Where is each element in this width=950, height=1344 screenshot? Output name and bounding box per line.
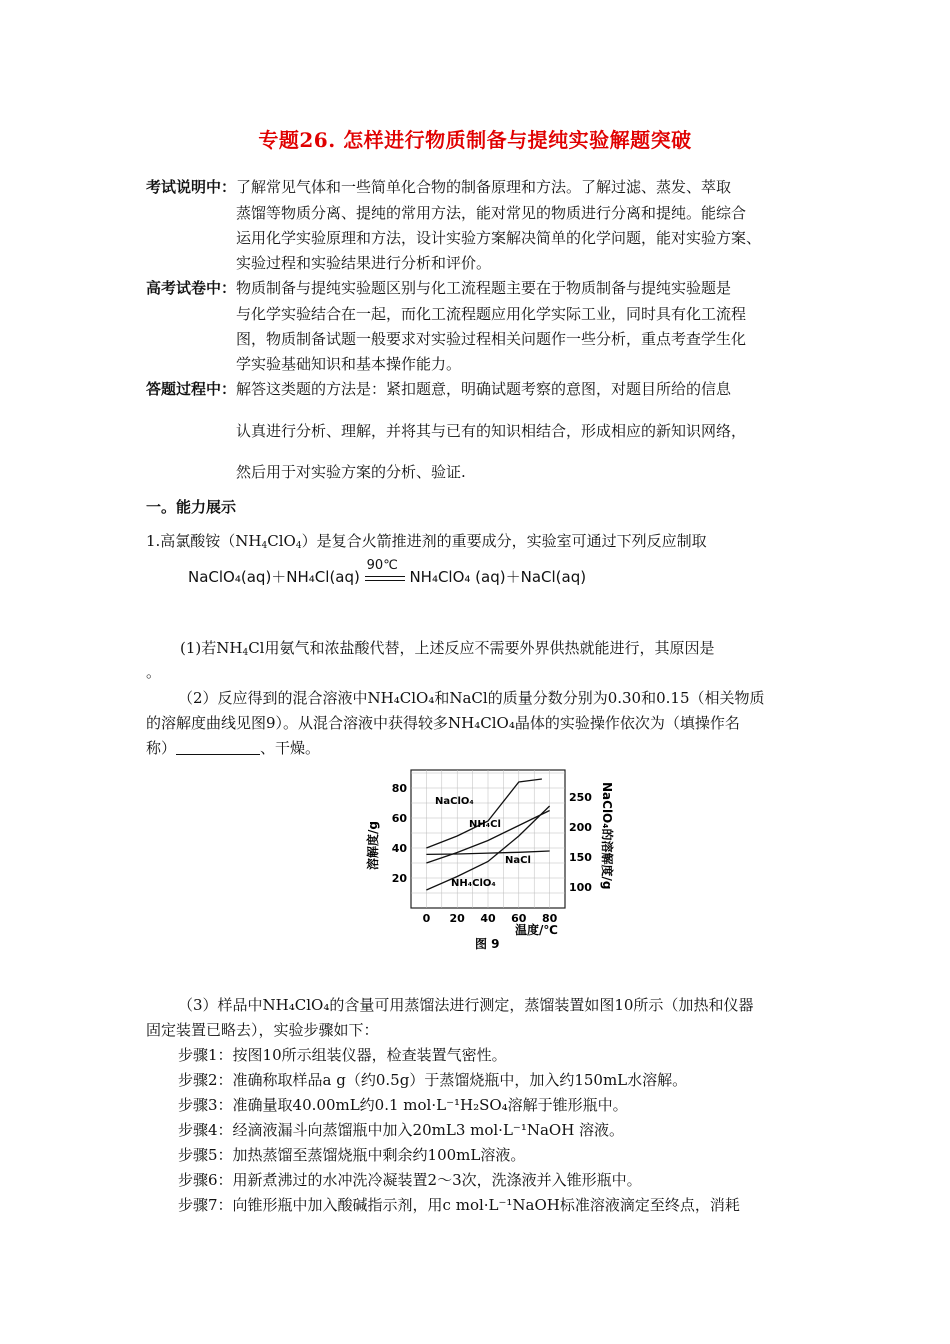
series-label-3: NH₄ClO₄: [451, 878, 496, 889]
exam-desc-line-2: 蒸馏等物质分离、提纯的常用方法，能对常见的物质进行分离和提纯。能综合: [236, 204, 747, 222]
y-left-axis-label: 溶解度/g: [366, 821, 380, 870]
step-5: 步骤5：加热蒸馏至蒸馏烧瓶中剩余约100mL溶液。: [178, 1146, 526, 1164]
exam-desc-line-3: 运用化学实验原理和方法，设计实验方案解决简单的化学问题，能对实验方案、: [236, 229, 762, 247]
part-1-text: (1)若$NH_4Cl$用氨气和浓盐酸代替，上述反应不需要外界供热就能进行，其原因是: [180, 639, 715, 658]
step-6: 步骤6：用新煮沸过的水冲洗冷凝装置2～3次，洗涤液并入锥形瓶中。: [178, 1171, 642, 1189]
answer-line-2: 认真进行分析、理解，并将其与已有的知识相结合，形成相应的新知识网络，: [236, 422, 747, 440]
x-tick-label: 20: [449, 912, 465, 925]
step-7: 步骤7：向锥形瓶中加入酸碱指示剂，用c mol·L⁻¹NaOH标准溶液滴定至终点，消耗: [178, 1196, 740, 1214]
equation-reactants: NaClO₄(aq)＋NH₄Cl(aq): [188, 568, 360, 586]
y-left-tick-label: 20: [391, 872, 407, 885]
step-1: 步骤1：按图10所示组装仪器，检查装置气密性。: [178, 1046, 507, 1064]
y-left-tick-label: 80: [391, 782, 407, 795]
gaokao-line-4: 学实验基础知识和基本操作能力。: [236, 355, 462, 373]
x-tick-label: 80: [541, 912, 558, 925]
y-right-tick-label: 150: [569, 851, 592, 864]
exam-desc-label: 考试说明中：: [146, 178, 237, 196]
x-tick-label: 60: [511, 912, 527, 925]
step-4: 步骤4：经滴液漏斗向蒸馏瓶中加入20mL3 mol·L⁻¹NaOH 溶液。: [178, 1121, 625, 1139]
part-3-line-1: （3）样品中NH₄ClO₄的含量可用蒸馏法进行测定，蒸馏装置如图10所示（加热和仪器: [178, 996, 754, 1014]
step-2: 步骤2：准确称取样品a g（约0.5g）于蒸馏烧瓶中，加入约150mL水溶解。: [178, 1071, 688, 1089]
y-right-axis-label: NaClO₄的溶解度/g: [600, 782, 614, 890]
series-label-0: NaClO₄: [435, 796, 474, 807]
gaokao-line-1: 高考试卷中：物质制备与提纯实验题区别与化工流程题主要在于物质制备与提纯实验题是: [146, 279, 732, 297]
solubility-chart: [365, 760, 625, 960]
answer-line-1: 答题过程中：解答这类题的方法是：紧扣题意，明确试题考察的意图，对题目所给的信息: [146, 380, 732, 398]
part-1-end: 。: [146, 663, 162, 681]
gaokao-line-2: 与化学实验结合在一起，而化工流程题应用化学实际工业，同时具有化工流程: [236, 305, 747, 323]
y-right-tick-label: 250: [569, 791, 592, 804]
gaokao-label: 高考试卷中：: [146, 279, 237, 297]
y-right-tick-label: 200: [569, 821, 592, 834]
step-3: 步骤3：准确量取40.00mL约0.1 mol·L⁻¹H₂SO₄溶解于锥形瓶中。: [178, 1096, 628, 1114]
part-3-line-2: 固定装置已略去），实验步骤如下：: [146, 1021, 379, 1039]
exam-desc-line-4: 实验过程和实验结果进行分析和评价。: [236, 254, 492, 272]
question-1-intro: 1.高氯酸铵$(NH_4ClO_4)$是复合火箭推进剂的重要成分，实验室可通过下列反应制取: [146, 532, 707, 551]
equation-condition: 90℃: [366, 558, 398, 573]
reaction-equation: [188, 558, 587, 587]
gaokao-line-3: 图，物质制备试题一般要求对实验过程相关问题作一些分析，重点考查学生化: [236, 330, 747, 348]
answer-blank[interactable]: [176, 742, 260, 755]
equation-products: NH₄ClO₄ (aq)＋NaCl(aq): [409, 568, 587, 586]
chart-caption: 图 9: [475, 937, 500, 951]
section-heading: 一。能力展示: [146, 498, 237, 516]
answer-label: 答题过程中：: [146, 380, 237, 398]
x-tick-label: 40: [480, 912, 496, 925]
exam-desc-line-1: 考试说明中：了解常见气体和一些简单化合物的制备原理和方法。了解过滤、蒸发、萃取: [146, 178, 732, 196]
series-line-0: [426, 779, 542, 848]
part-2-line-3: 称） 、干燥。: [146, 739, 321, 757]
x-tick-label: 0: [422, 912, 431, 925]
equation-arrow: [365, 558, 405, 581]
x-axis-label: 温度/℃: [515, 923, 558, 937]
y-left-tick-label: 40: [391, 842, 407, 855]
series-label-1: NH₄Cl: [469, 819, 501, 830]
y-left-tick-label: 60: [391, 812, 407, 825]
part-2-line-2: 的溶解度曲线见图9）。从混合溶液中获得较多NH₄ClO₄晶体的实验操作依次为（填操作名: [146, 714, 740, 732]
answer-line-3: 然后用于对实验方案的分析、验证.: [236, 463, 466, 481]
part-2-line-1: （2）反应得到的混合溶液中NH₄ClO₄和NaCl的质量分数分别为0.30和0.15（相关物质: [178, 689, 765, 707]
page-title: 专题26. 怎样进行物质制备与提纯实验解题突破: [258, 128, 692, 152]
series-label-2: NaCl: [505, 855, 531, 866]
y-right-tick-label: 100: [569, 881, 592, 894]
